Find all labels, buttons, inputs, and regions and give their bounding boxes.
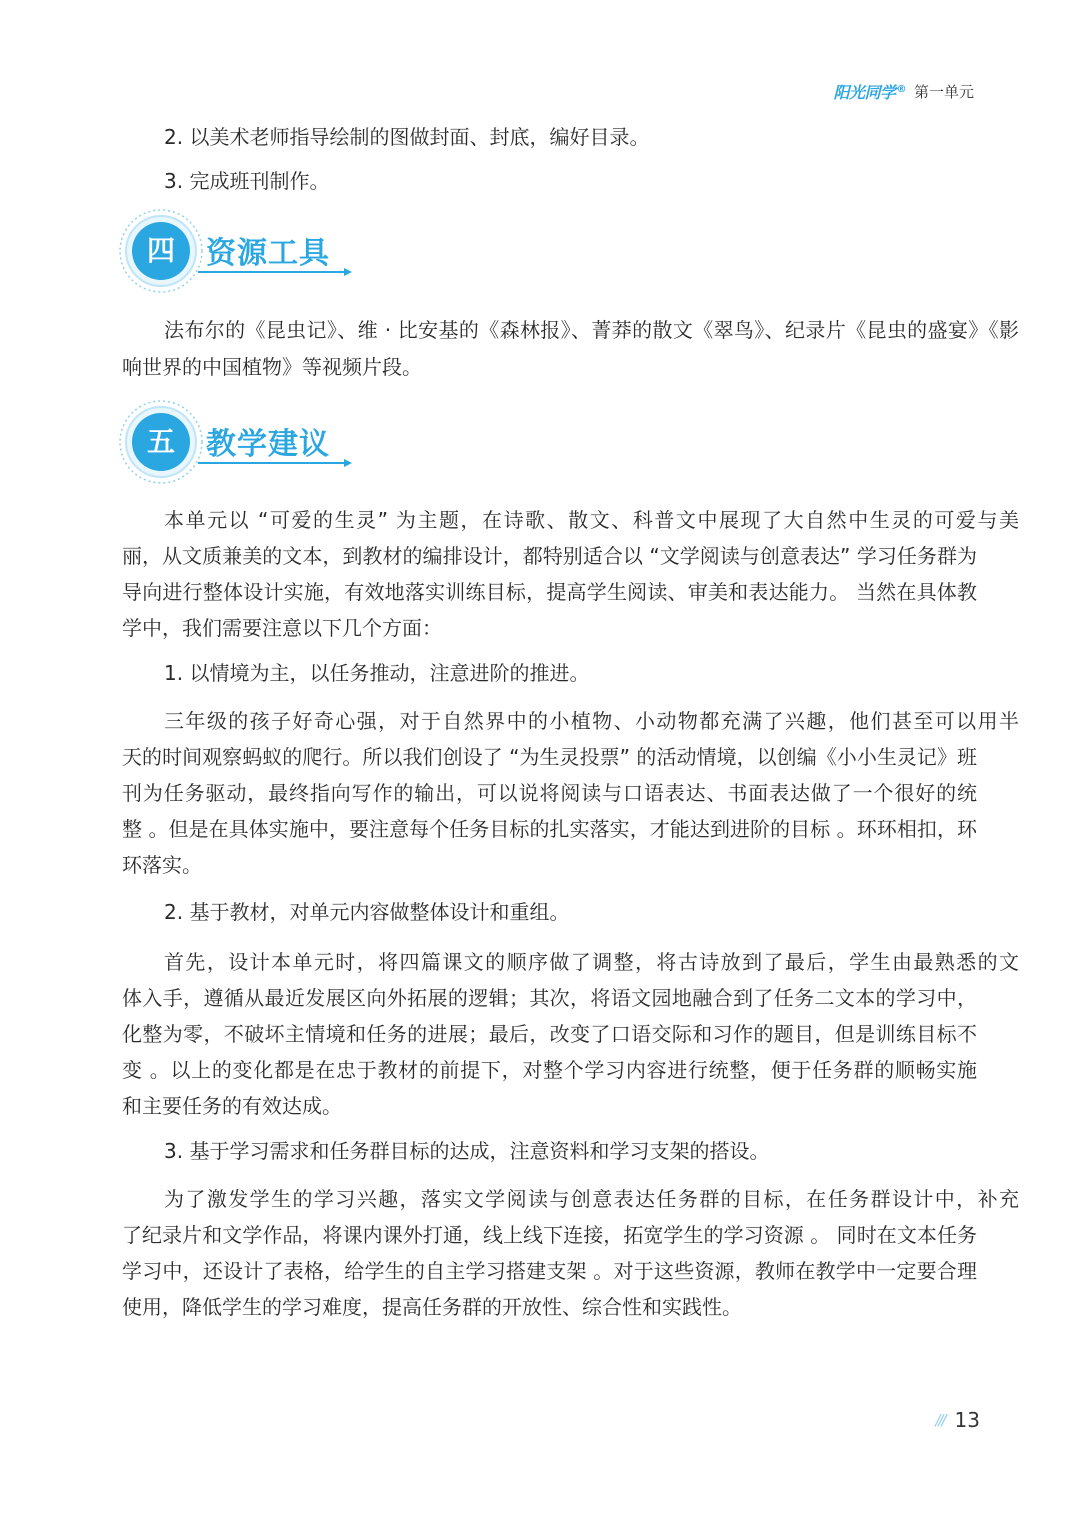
paragraph-line: 化整为零，不破坏主情境和任务的进展；最后，改变了口语交际和习作的题目，但是训练目标不	[122, 1022, 977, 1046]
point-heading: 1. 以情境为主，以任务推动，注意进阶的推进。	[164, 661, 590, 685]
page-header	[829, 80, 974, 103]
point-heading: 3. 基于学习需求和任务群目标的达成，注意资料和学习支架的搭设。	[164, 1139, 770, 1163]
paragraph-line: 和主要任务的有效达成。	[122, 1094, 342, 1118]
point-heading: 2. 基于教材，对单元内容做整体设计和重组。	[164, 900, 570, 924]
paragraph-line: 体入手，遵循从最近发展区向外拓展的逻辑；其次，将语文园地融合到了任务二文本的学习中，	[122, 986, 977, 1010]
paragraph-line: 为了激发学生的学习兴趣，落实文学阅读与创意表达任务群的目标，在任务群设计中，补充	[164, 1187, 1019, 1211]
paragraph-line: 本单元以 “可爱的生灵” 为主题，在诗歌、散文、科普文中展现了大自然中生灵的可爱与美	[164, 508, 1019, 532]
section-title: 资源工具	[206, 236, 330, 271]
paragraph-line: 响世界的中国植物》等视频片段。	[122, 355, 422, 379]
paragraph-line: 学中，我们需要注意以下几个方面：	[122, 616, 442, 640]
section-number: 四	[146, 234, 175, 267]
paragraph-line: 刊为任务驱动，最终指向写作的输出，可以说将阅读与口语表达、书面表达做了一个很好的统	[122, 781, 977, 805]
list-item: 3. 完成班刊制作。	[164, 169, 330, 193]
page-footer	[935, 1408, 980, 1432]
paragraph-line: 丽，从文质兼美的文本，到教材的编排设计，都特别适合以 “文学阅读与创意表达” 学习任务群为	[122, 544, 977, 568]
paragraph-line: 整 。但是在具体实施中，要注意每个任务目标的扎实落实，才能达到进阶的目标 。环环相扣，环	[122, 817, 977, 841]
paragraph-line: 变 。以上的变化都是在忠于教材的前提下，对整个学习内容进行统整，便于任务群的顺畅实施	[122, 1058, 977, 1082]
paragraph-line: 学习中，还设计了表格，给学生的自主学习搭建支架 。对于这些资源，教师在教学中一定要合理	[122, 1259, 977, 1283]
section-heading-5	[118, 397, 358, 489]
unit-label: 第一单元	[913, 83, 974, 101]
paragraph-line: 三年级的孩子好奇心强，对于自然界中的小植物、小动物都充满了兴趣，他们甚至可以用半	[164, 709, 1019, 733]
paragraph-line: 使用，降低学生的学习难度，提高任务群的开放性、综合性和实践性。	[122, 1295, 742, 1319]
section-heading-4	[118, 206, 358, 298]
paragraph-line: 了纪录片和文学作品，将课内课外打通，线上线下连接，拓宽学生的学习资源 。 同时在文本任务	[122, 1223, 977, 1247]
paragraph-line: 环落实。	[122, 853, 202, 877]
paragraph-line: 天的时间观察蚂蚁的爬行。所以我们创设了 “为生灵投票” 的活动情境，以创编《小小生灵记》班	[122, 745, 977, 769]
slash-decor-icon: ///	[935, 1411, 945, 1429]
section-number: 五	[146, 425, 175, 458]
page-number: 13	[954, 1408, 980, 1432]
paragraph-line: 法布尔的《昆虫记》、维 · 比安基的《森林报》、菁莽的散文《翠鸟》、纪录片《昆虫的盛宴》《影	[164, 318, 1019, 342]
paragraph-line: 导向进行整体设计实施，有效地落实训练目标，提高学生阅读、审美和表达能力。 当然在具体教	[122, 580, 977, 604]
brand-logo: 阳光同学®	[833, 83, 906, 102]
paragraph-line: 首先，设计本单元时，将四篇课文的顺序做了调整，将古诗放到了最后，学生由最熟悉的文	[164, 950, 1019, 974]
list-item: 2. 以美术老师指导绘制的图做封面、封底，编好目录。	[164, 125, 650, 149]
section-title: 教学建议	[206, 427, 330, 462]
